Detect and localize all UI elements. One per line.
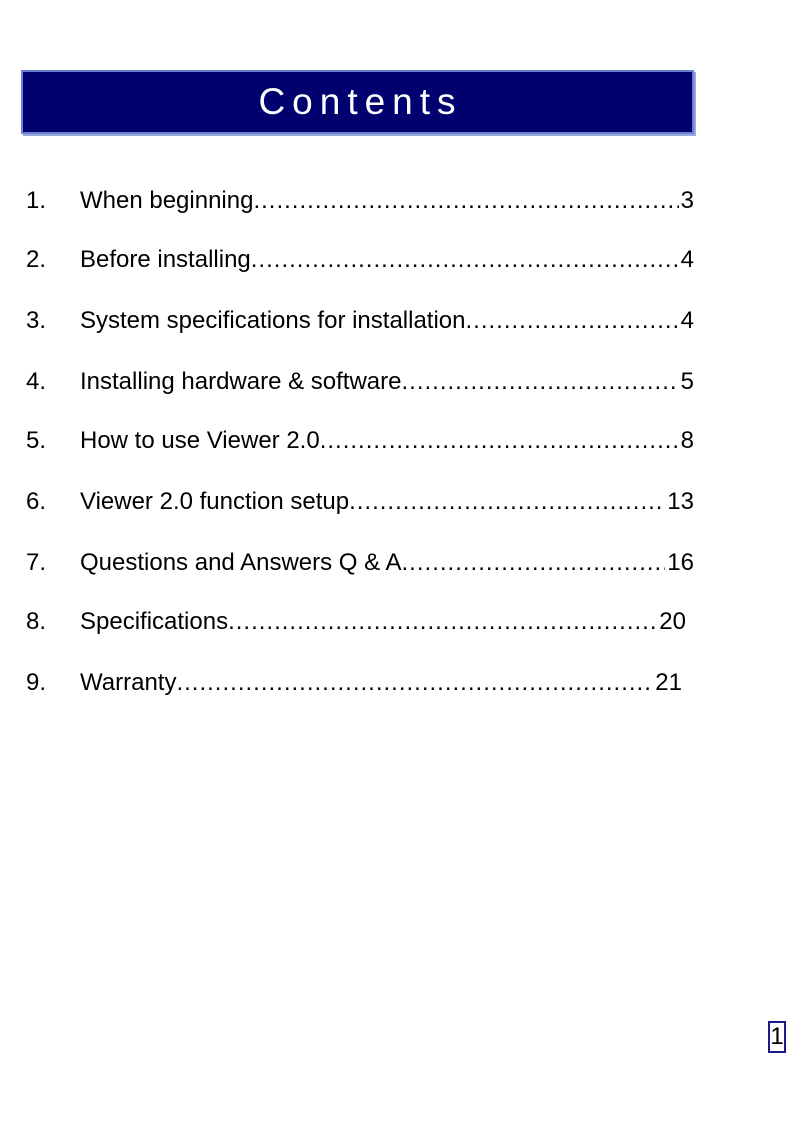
toc-entry-number: 4. <box>26 368 47 395</box>
toc-entry-number: 8. <box>26 608 47 635</box>
toc-entry[interactable] <box>26 606 686 638</box>
toc-dot-leader <box>402 547 666 579</box>
toc-entry-title: Installing hardware & software <box>80 368 402 395</box>
toc-entry-page: 5 <box>680 368 694 395</box>
page-title: Contents <box>258 81 463 122</box>
toc-entry[interactable] <box>26 185 694 217</box>
toc-entry-page: 8 <box>680 427 694 454</box>
toc-entry-page: 16 <box>667 549 694 576</box>
toc-entry-page: 4 <box>680 307 694 334</box>
toc-entry-title: Specifications <box>80 608 229 635</box>
toc-entry-title: Warranty <box>80 669 177 696</box>
toc-entry[interactable] <box>26 667 682 699</box>
toc-entry-title: Questions and Answers Q & A <box>80 549 402 576</box>
toc-dot-leader <box>228 606 657 638</box>
toc-entry-page: 4 <box>680 246 694 273</box>
toc-dot-leader <box>253 185 678 217</box>
toc-entry-title: Before installing <box>80 246 251 273</box>
toc-entry[interactable] <box>26 244 694 276</box>
toc-entry[interactable] <box>26 305 694 337</box>
toc-entry[interactable] <box>26 366 694 398</box>
toc-entry[interactable] <box>26 547 694 579</box>
toc-entry-title: Viewer 2.0 function setup <box>80 488 350 515</box>
toc-dot-leader <box>251 244 679 276</box>
toc-entry[interactable] <box>26 486 694 518</box>
toc-entry-page: 20 <box>659 608 686 635</box>
toc-dot-leader <box>466 305 679 337</box>
toc-entry-number: 6. <box>26 488 47 515</box>
page-number: 1 <box>768 1021 786 1053</box>
toc-entry-number: 7. <box>26 549 47 576</box>
toc-entry[interactable] <box>26 425 694 457</box>
toc-entry-page: 13 <box>667 488 694 515</box>
toc-dot-leader <box>176 667 653 699</box>
toc-entry-number: 9. <box>26 669 47 696</box>
toc-dot-leader <box>402 366 679 398</box>
toc-entry-number: 5. <box>26 427 47 454</box>
toc-entry-number: 3. <box>26 307 47 334</box>
toc-dot-leader <box>349 486 665 518</box>
toc-entry-title: How to use Viewer 2.0 <box>80 427 320 454</box>
toc-dot-leader <box>320 425 679 457</box>
toc-entry-title: When beginning <box>80 187 254 214</box>
toc-entry-number: 2. <box>26 246 47 273</box>
toc-entry-page: 21 <box>655 669 682 696</box>
toc-entry-page: 3 <box>680 187 694 214</box>
toc-entry-number: 1. <box>26 187 47 214</box>
toc-entry-title: System specifications for installation <box>80 307 466 334</box>
